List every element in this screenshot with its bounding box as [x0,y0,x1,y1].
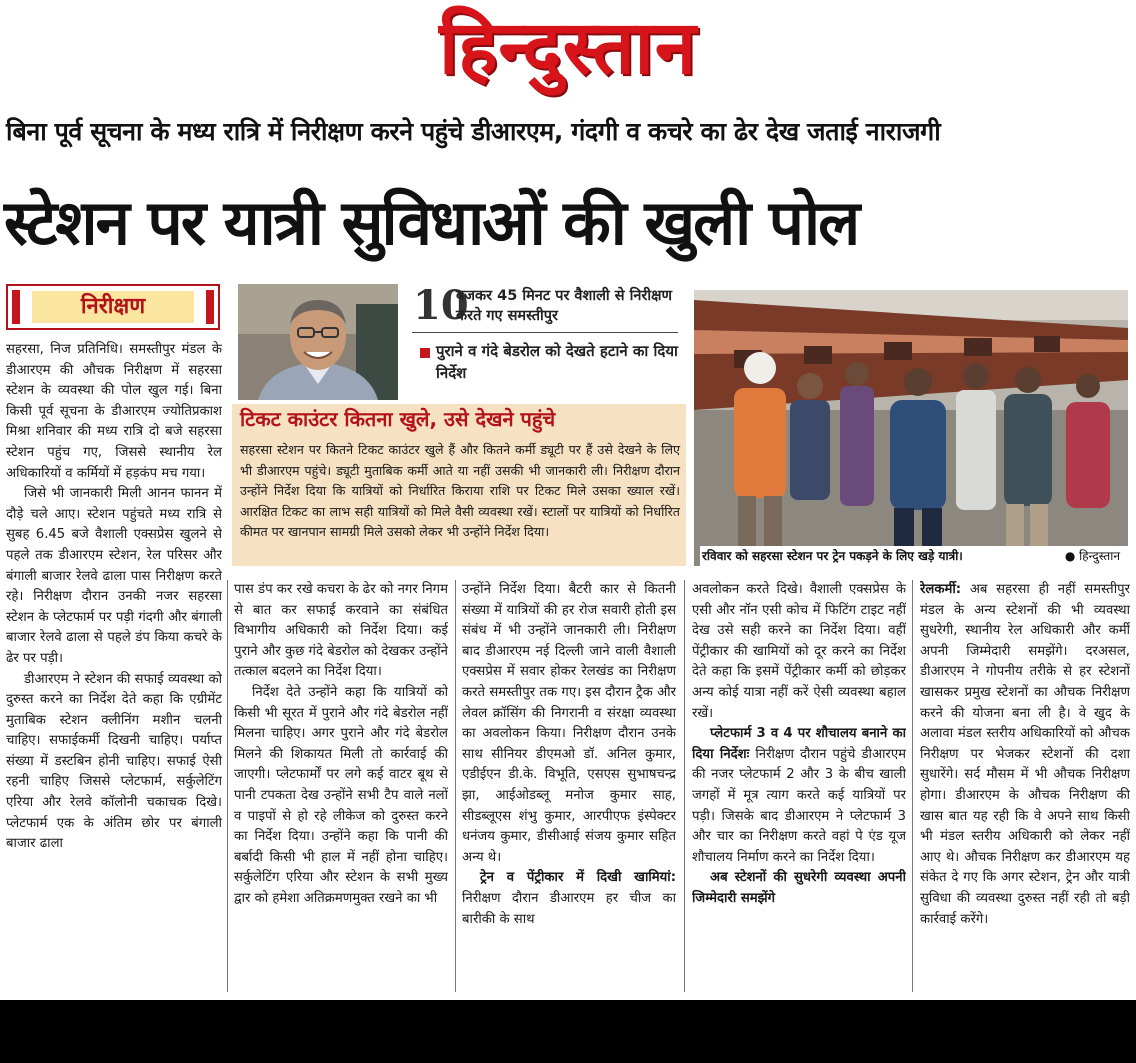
article-column-2 [234,580,448,994]
divider-line [412,332,678,333]
info-box-text: सहरसा स्टेशन पर कितने टिकट काउंटर खुले हैं और कितने कर्मी ड्यूटी पर हैं उसे देखने के लिए भी डीआरएम पहुंचे। ड्यूटी मुताबिक कर्मी आते या नहीं उसकी भी जानकारी ली। निरीक्षण दौरान उन्होंने निर्देश दिया कि यात्रियों को निर्धारित किराया राशि पर टिकट मिले उसका ख्याल रखें। आरक्षित टिकट का लाभ सही यात्रियों को मिले वैसी व्यवस्था रखें। स्टालों पर यात्रियों को निर्धारित कीमत पर खानपान सामग्री मिले उसको लेकर भी उन्होंने निर्देश दिया। [240,442,680,540]
col5-lead: रेलकर्मी: [920,582,962,597]
highlight-number: 10 [413,282,469,329]
col3-paragraph-1: उन्होंने निर्देश दिया। बैटरी कार से कितनी संख्या में यात्रियों की हर रोज सवारी होती इस संबंध में भी उन्होंने जानकारी ली। निरीक्षण बाद डीआरएम नई दिल्ली जाने वाली वैशाली एक्सप्रेस में सवार होकर रेलखंड का निरीक्षण करते समस्तीपुर तक गए। इस दौरान ट्रैक और लेवल क्रॉसिंग की निगरानी व संरक्षा व्यवस्था का अवलोकन किया। निरीक्षण दौरान उनके साथ सीनियर डीएमओ डॉ. अनिल कुमार, एडीईएन डी.के. विभूति, एसएस सुभाषचन्द्र झा, आईओडब्लू मनोज कुमार साह, सीडब्लूएस शंभु कुमार, आरपीएफ इंस्पेक्टर धनंजय कुमार, डीसीआई संजय कुमार सहित अन्य थे। [462,582,676,865]
station-photo-image [694,290,1128,566]
photo-caption-text: रविवार को सहरसा स्टेशन पर ट्रेन पकड़ने के लिए खड़े यात्री। [702,549,963,563]
sub-headline: बिना पूर्व सूचना के मध्य रात्रि में निरीक्षण करने पहुंचे डीआरएम, गंदगी व कचरे का ढेर देख जताई नाराजगी [6,117,941,146]
col5-paragraph-1: अब सहरसा ही नहीं समस्तीपुर मंडल के अन्य स्टेशनों की भी व्यवस्था सुधरेगी, स्थानीय रेल अधिकारी और कर्मी अपनी जिम्मेदारी समझेंगे। दरअसल, डीआरएम ने गोपनीय तरीके से हर स्टेशनों खासकर प्रमुख स्टेशनों का औचक निरीक्षण करने की योजना बना ली है। वे खुद के अलावा मंडल स्तरीय अधिकारियों को औचक निरीक्षण पर भेजकर स्टेशनों की दशा सुधारेंगे। सर्द मौसम में भी औचक निरीक्षण होगा। डीआरएम के औचक निरीक्षण की खास बात यह रही कि वे अपने साथ किसी भी मंडल स्तरीय अधिकारी को लेकर नहीं आए थे। औचक निरीक्षण कर डीआरएम यह संकेत दे गए कि अगर स्टेशन, ट्रेन और यात्री सुविधा की व्यवस्था दुरुस्त नहीं रही तो बड़ी कार्रवाई करेंगे। [920,582,1130,927]
col4-paragraph-2: निरीक्षण दौरान पहुंचे डीआरएम की नजर प्लेटफार्म 2 और 3 के बीच खाली जगहों में मूत्र त्याग करते कई यात्रियों पर पड़ी। जिसके बाद डीआरएम ने प्लेटफार्म 3 और चार का निरीक्षण करते वहां पे एंड यूज शौचालय निर्माण करने का निर्देश दिया। [692,746,906,865]
col1-paragraph-2: जिसे भी जानकारी मिली आनन फानन में दौड़े चले आए। स्टेशन पहुंचते मध्य रात्रि से सुबह 6.45 बजे वैशाली एक्सप्रेस खुलने से पहले तक डीआरएम स्टेशन, रेल परिसर और बंगाली बाजार रेलवे ढाला पास निरीक्षण करते रहे। निरीक्षण दौरान उनकी नजर सहरसा स्टेशन के प्लेटफार्म पर पड़ी गंदगी और बंगाली बाजार रेलवे ढाला से पहले डंप किया कचरे के ढेर पर पड़ी। [6,486,222,666]
tag-bar-right [206,290,214,324]
main-headline: स्टेशन पर यात्री सुविधाओं की खुली पोल [4,186,859,259]
article-column-1 [6,340,222,992]
col2-paragraph-2: निर्देश देते उन्होंने कहा कि यात्रियों को किसी भी सूरत में पुराने और गंदे बेडरोल नहीं मिलना चाहिए। अगर पुराने और गंदे बेडरोल मिलने की शिकायत मिली तो कार्रवाई की जाएगी। प्लेटफार्मों पर लगे कई वाटर बूथ से पानी टपकता देख उन्होंने सभी टैप वाले नलों व पाइपों से हो रहे लीकेज को दुरुस्त करने का निर्देश दिया। उन्होंने कहा कि पानी की बर्बादी किसी भी हाल में नहीं होना चाहिए। सर्कुलेटिंग एरिया और स्टेशन के सभी मुख्य द्वार को हमेशा अतिक्रमणमुक्त रखने का भी [234,684,448,906]
masthead [0,0,1136,100]
box-heading-text: टिकट काउंटर कितना खुले, उसे देखने पहुंचे [240,407,556,431]
tag-bar-left [12,290,20,324]
column-separator [455,580,456,992]
col3-paragraph-2: निरीक्षण दौरान डीआरएम हर चीज का बारीकी के साथ [462,890,676,927]
column-separator [912,580,913,992]
col1-paragraph-1: सहरसा, निज प्रतिनिधि। समस्तीपुर मंडल के डीआरएम की औचक निरीक्षण में सहरसा स्टेशन के व्यवस्था की पोल खुल गई। बिना किसी पूर्व सूचना के डीआरएम ज्योतिप्रकाश मिश्रा शनिवार की मध्य रात्रि दो बजे सहरसा स्टेशन पहुंच गए, जिससे स्थानीय रेल अधिकारियों व कर्मियों में हड़कंप मच गया। [6,342,222,481]
column-separator [684,580,685,992]
col1-paragraph-3: डीआरएम ने स्टेशन की सफाई व्यवस्था को दुरुस्त करने का निर्देश देते कहा कि एग्रीमेंट मुताबिक स्टेशन क्लीनिंग मशीन चलनी चाहिए। सफाईकर्मी दिखनी चाहिए। पर्याप्त संख्या में डस्टबिन होनी चाहिए। सफाई ऐसी रहनी चाहिए जिससे प्लेटफार्म, सर्कुलेटिंग एरिया और रेलवे कॉलोनी चकाचक दिखे। प्लेटफार्म एक के अंतिम छोर पर बंगाली बाजार ढाला [6,671,222,852]
article-column-4 [692,580,906,994]
col4-closing-heading: अब स्टेशनों की सुधरेगी व्यवस्था अपनी जिम्मेदारी समझेंगे [692,870,906,906]
article-column-5 [920,580,1130,994]
drm-portrait-image [238,284,398,400]
highlight-number-text: बजकर 45 मिनट पर वैशाली से निरीक्षण करते गए समस्तीपुर [456,288,672,324]
tag-label: निरीक्षण [32,291,194,323]
info-box [232,434,686,566]
col4-subheading: प्लेटफार्म 3 व 4 पर शौचालय बनाने का दिया निर्देशः [692,726,906,762]
photo-credit: ● हिन्दुस्तान [1064,549,1120,563]
column-separator [227,580,228,992]
col2-paragraph-1: पास डंप कर रखे कचरा के ढेर को नगर निगम से बात कर सफाई करवाने का संबंधित विभागीय अधिकारी को निर्देश दिया। कई पुराने और कुछ गंदे बेडरोल को देखकर उन्होंने तत्काल बदलने का निर्देश दिया। [234,582,448,680]
station-photo [694,290,1128,566]
col4-paragraph-1: अवलोकन करते दिखे। वैशाली एक्सप्रेस के एसी और नॉन एसी कोच में फिटिंग टाइट नहीं देख उसे सही करने का निर्देश दिया। वहीं पेंट्रीकार की खामियों को दूर करने का निर्देश देते कहा कि इसमें पेंट्रीकार कर्मी को छोड़कर अन्य कोई यात्रा नहीं करें ऐसी व्यवस्था बहाल रखें। [692,582,906,721]
article-column-3 [462,580,676,994]
box-heading [232,402,686,434]
section-tag [6,284,220,330]
highlight-bullet-text: पुराने व गंदे बेडरोल को देखते हटाने का दिया निर्देश [436,342,678,382]
newspaper-logo: हिन्दुस्तान [439,5,697,91]
col3-subheading: ट्रेन व पेंट्रीकार में दिखी खामियां: [480,870,676,886]
red-bullet-icon [420,348,430,358]
drm-portrait-photo [238,284,398,400]
photo-caption [700,546,1128,566]
